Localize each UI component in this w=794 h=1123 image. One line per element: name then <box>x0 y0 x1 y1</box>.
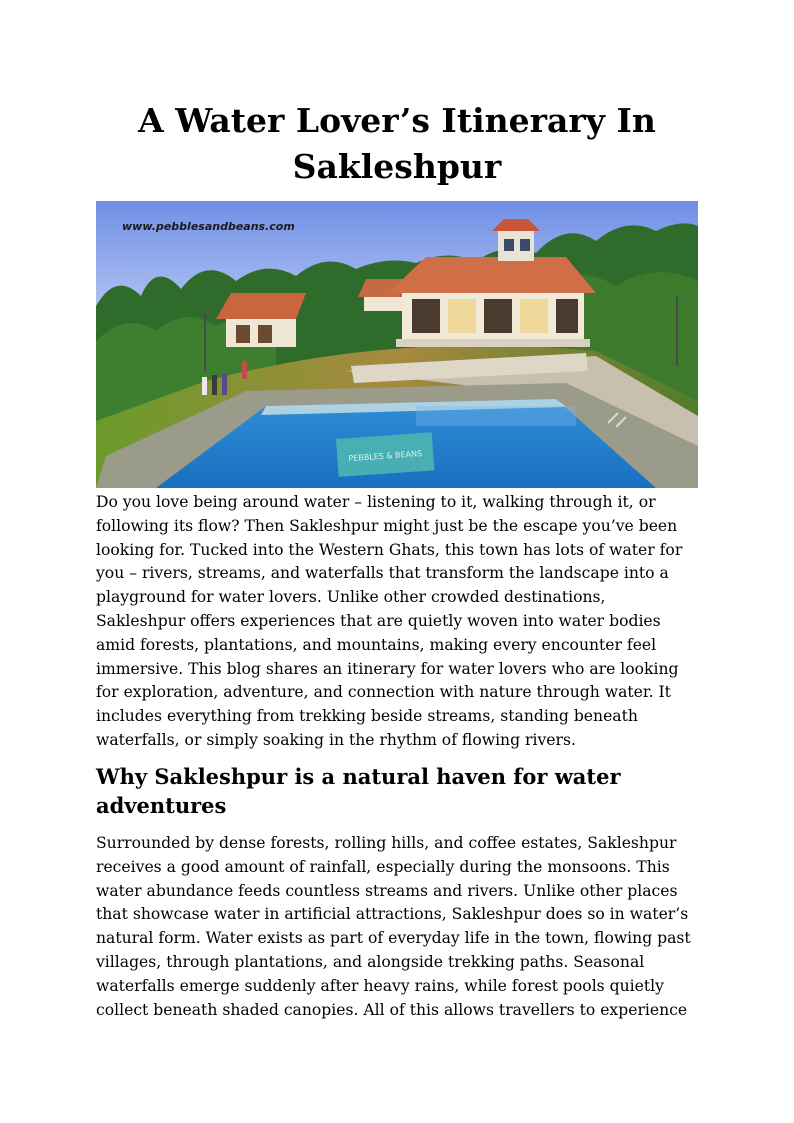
section-paragraph <box>96 832 698 1022</box>
intro-line: for exploration, adventure, and connection with nature through water. It <box>96 683 671 702</box>
section-line: natural form. Water exists as part of everyday life in the town, flowing past <box>96 929 691 948</box>
article-title-line-1: A Water Lover’s Itinerary In <box>138 101 656 140</box>
intro-line: includes everything from trekking beside streams, standing beneath <box>96 707 638 726</box>
section-line: Surrounded by dense forests, rolling hills, and coffee estates, Sakleshpur <box>96 834 677 852</box>
section-heading-line-1: Why Sakleshpur is a natural haven for water <box>96 764 621 789</box>
section-line: that showcase water in artificial attractions, Sakleshpur does so in water’s <box>96 905 689 924</box>
section-line: waterfalls emerge suddenly after heavy rains, while forest pools quietly <box>96 976 664 995</box>
intro-line: you – rivers, streams, and waterfalls that transform the landscape into a <box>96 564 669 583</box>
hero-illustration <box>96 201 698 488</box>
intro-line: following its flow? Then Sakleshpur might just be the escape you’ve been <box>96 516 678 535</box>
pool-logo-text: PEBBLES & BEANS <box>348 449 423 464</box>
section-line: villages, through plantations, and alongside trekking paths. Seasonal <box>96 952 645 971</box>
intro-line: amid forests, plantations, and mountains, making every encounter feel <box>96 635 657 654</box>
intro-line: immersive. This blog shares an itinerary for water lovers who are looking <box>96 659 679 678</box>
section-heading-line-2: adventures <box>96 793 227 818</box>
section-line: water abundance feeds countless streams and rivers. Unlike other places <box>96 881 678 900</box>
section-heading <box>96 762 698 820</box>
image-watermark: www.pebblesandbeans.com <box>122 220 295 233</box>
intro-line: playground for water lovers. Unlike other crowded destinations, <box>96 588 606 607</box>
hero-photo-resort-pool <box>96 201 698 488</box>
article-title <box>96 98 698 190</box>
intro-paragraph <box>96 491 698 753</box>
intro-line: looking for. Tucked into the Western Ghats, this town has lots of water for <box>96 540 683 559</box>
intro-line: Sakleshpur offers experiences that are quietly woven into water bodies <box>96 611 661 630</box>
article-title-line-2: Sakleshpur <box>292 147 502 186</box>
section-line: collect beneath shaded canopies. All of this allows travellers to experience <box>96 1000 688 1019</box>
intro-line: waterfalls, or simply soaking in the rhythm of flowing rivers. <box>96 730 576 749</box>
section-line: receives a good amount of rainfall, especially during the monsoons. This <box>96 857 670 876</box>
intro-line: Do you love being around water – listening to it, walking through it, or <box>96 493 656 511</box>
